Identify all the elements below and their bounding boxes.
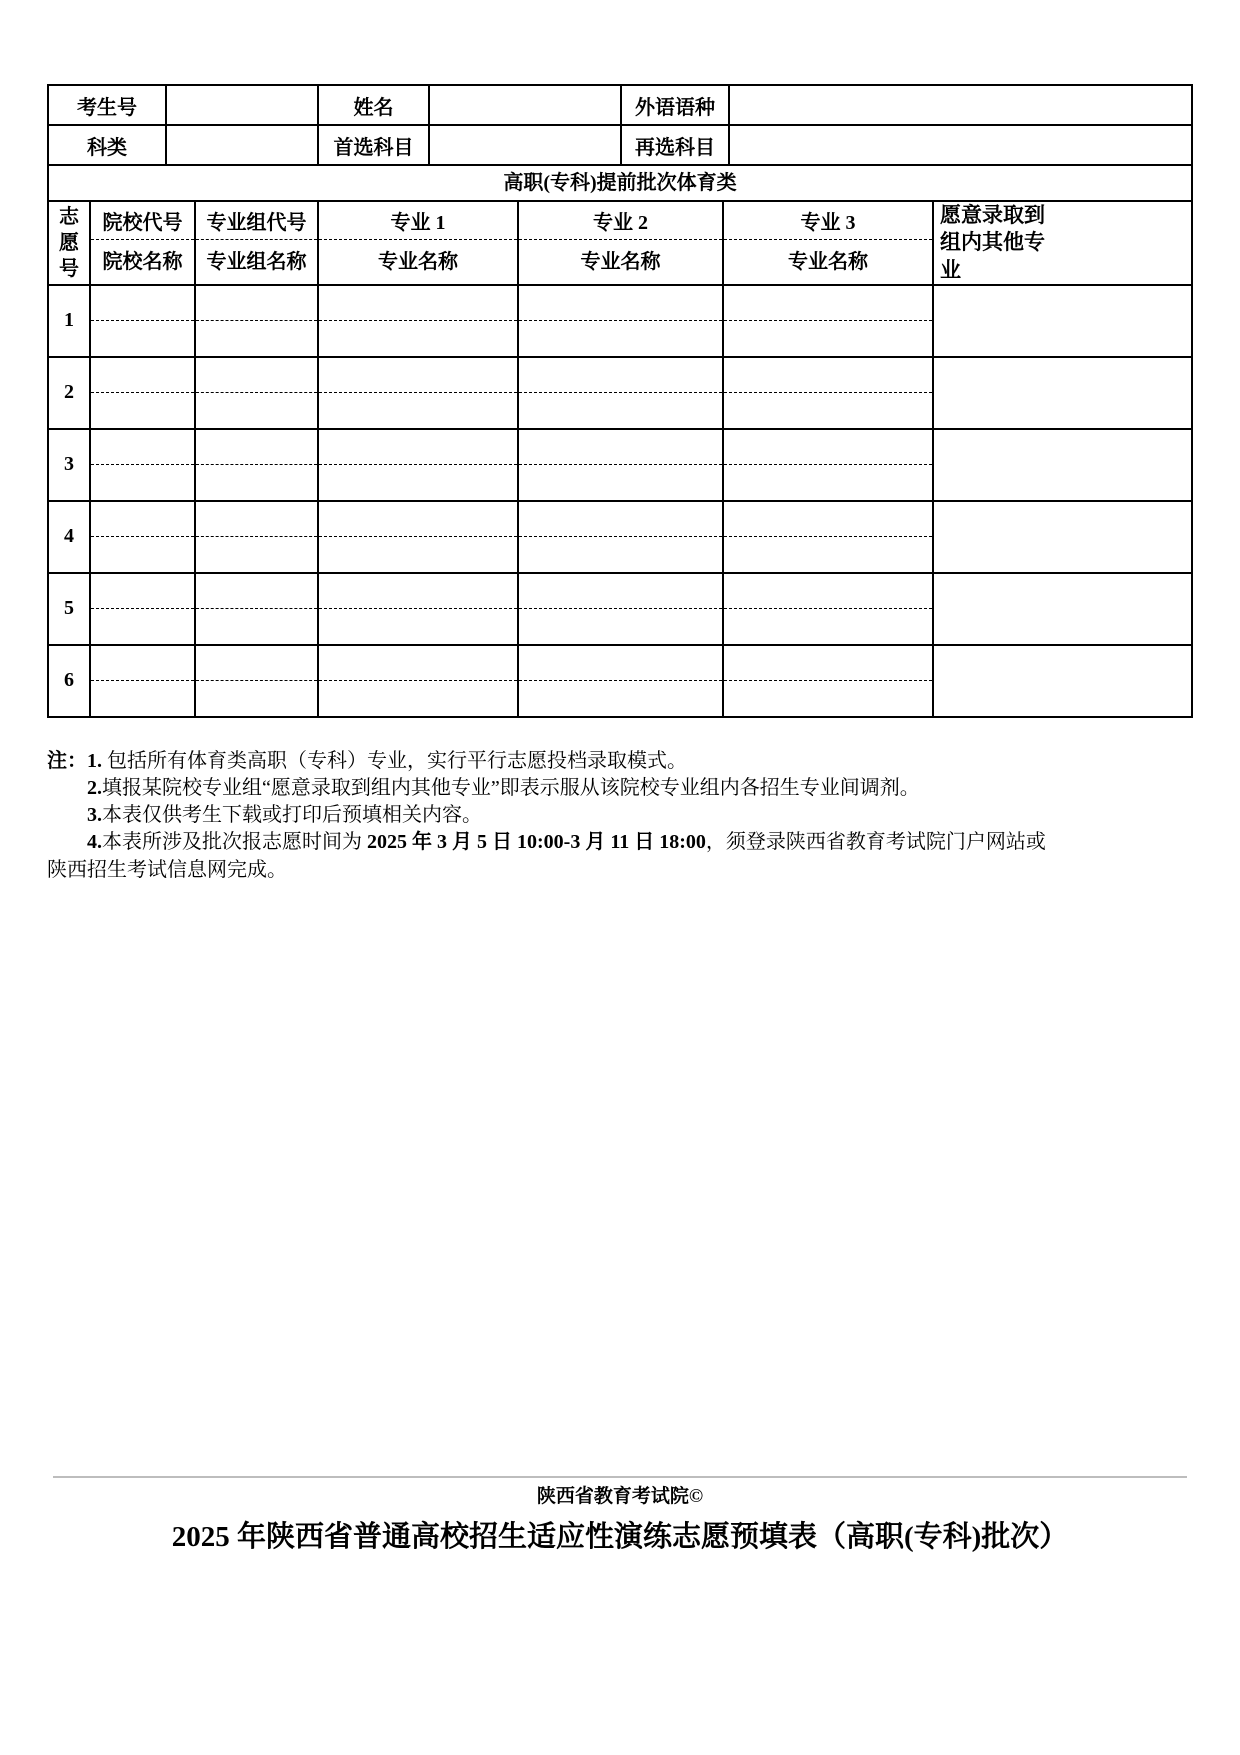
- major2-name-field: [519, 321, 722, 356]
- candidate-number-field: [166, 85, 318, 125]
- major1-name-field: [319, 537, 517, 572]
- major3-code-field: [724, 430, 932, 465]
- institution-name-header: 院校名称: [102, 250, 183, 273]
- institution-cell: [90, 429, 195, 501]
- major3-name-field: [724, 609, 932, 644]
- name-field: [429, 85, 621, 125]
- group-code-field: [196, 502, 317, 537]
- major3-name-field: [724, 393, 932, 428]
- major3-cell: [723, 645, 933, 717]
- major3-name-field: [724, 681, 932, 716]
- institution-code-header: 院校代号: [91, 202, 194, 240]
- major3-code-field: [724, 646, 932, 681]
- major3-code-field: [724, 502, 932, 537]
- major1-name-field: [319, 681, 517, 716]
- group-cell: [195, 429, 318, 501]
- info-row-1: [48, 85, 1192, 125]
- note-1-text: 包括所有体育类高职（专科）专业，实行平行志愿投档录取模式。: [102, 749, 687, 772]
- label-candidate-number: 考生号: [48, 85, 166, 125]
- volunteer-number: 3: [48, 429, 90, 501]
- label-name: 姓名: [318, 85, 429, 125]
- major1-name-field: [319, 321, 517, 356]
- note-1: [47, 748, 1193, 775]
- major1-name-field: [319, 609, 517, 644]
- column-header-major-1: [318, 201, 518, 285]
- column-header-willing: [933, 201, 1192, 285]
- willing-field: [933, 429, 1192, 501]
- note-4-date: 2025 年 3 月 5 日 10:00-3 月 11 日 18:00: [367, 831, 706, 854]
- group-code-field: [196, 574, 317, 609]
- major2-cell: [518, 285, 723, 357]
- note-4: [47, 829, 1193, 883]
- major1-name-field: [319, 393, 517, 428]
- major2-name-field: [519, 537, 722, 572]
- group-name-field: [196, 537, 317, 572]
- institution-cell: [90, 357, 195, 429]
- volunteer-table: [47, 200, 1193, 718]
- institution-code-field: [91, 286, 194, 321]
- major1-cell: [318, 285, 518, 357]
- institution-code-field: [91, 430, 194, 465]
- label-first-subject: 首选科目: [318, 125, 429, 165]
- major2-cell: [518, 429, 723, 501]
- first-subject-field: [429, 125, 621, 165]
- institution-code-field: [91, 358, 194, 393]
- institution-name-field: [91, 465, 194, 500]
- major2-header: 专业 2: [519, 202, 722, 240]
- major1-code-field: [319, 502, 517, 537]
- major3-cell: [723, 573, 933, 645]
- volunteer-row-4: [48, 501, 1192, 573]
- form-content: [47, 84, 1193, 884]
- institution-code-field: [91, 502, 194, 537]
- major1-code-field: [319, 358, 517, 393]
- document-title: 2025 年陕西省普通高校招生适应性演练志愿预填表（高职(专科)批次）: [171, 1521, 1069, 1553]
- note-3-text: 本表仅供考生下载或打印后预填相关内容。: [102, 804, 482, 827]
- major1-code-field: [319, 574, 517, 609]
- willing-field: [933, 573, 1192, 645]
- footer-divider: [53, 1476, 1187, 1478]
- major2-name-field: [519, 465, 722, 500]
- institution-name-field: [91, 537, 194, 572]
- willing-field: [933, 501, 1192, 573]
- major2-cell: [518, 501, 723, 573]
- category-field: [166, 125, 318, 165]
- group-code-field: [196, 430, 317, 465]
- note-3: [47, 802, 1193, 829]
- candidate-info-table: [47, 84, 1193, 166]
- major1-cell: [318, 501, 518, 573]
- major2-code-field: [519, 286, 722, 321]
- note-4-number: 4.: [87, 831, 102, 854]
- group-name-field: [196, 393, 317, 428]
- major2-code-field: [519, 358, 722, 393]
- institution-name-field: [91, 321, 194, 356]
- major1-header: 专业 1: [319, 202, 517, 240]
- volunteer-row-2: [48, 357, 1192, 429]
- volunteer-row-1: [48, 285, 1192, 357]
- major3-header: 专业 3: [724, 202, 932, 240]
- volunteer-row-5: [48, 573, 1192, 645]
- major3-name-header: 专业名称: [788, 250, 868, 273]
- volunteer-row-3: [48, 429, 1192, 501]
- major3-code-field: [724, 358, 932, 393]
- label-second-subject: 再选科目: [621, 125, 729, 165]
- major2-code-field: [519, 646, 722, 681]
- group-cell: [195, 285, 318, 357]
- group-code-field: [196, 358, 317, 393]
- volunteer-no-label: 志愿号: [59, 205, 79, 280]
- institution-name-field: [91, 393, 194, 428]
- group-cell: [195, 357, 318, 429]
- batch-title: 高职(专科)提前批次体育类: [47, 164, 1193, 202]
- note-4-text-before: 本表所涉及批次报志愿时间为: [102, 831, 367, 854]
- major3-name-field: [724, 465, 932, 500]
- note-2: [47, 775, 1193, 802]
- willing-field: [933, 645, 1192, 717]
- column-header-major-group: [195, 201, 318, 285]
- major1-cell: [318, 573, 518, 645]
- column-header-volunteer-no: [48, 201, 90, 285]
- notes-section: [47, 748, 1193, 884]
- major2-name-field: [519, 681, 722, 716]
- group-code-header: 专业组代号: [196, 202, 317, 240]
- major2-cell: [518, 645, 723, 717]
- group-cell: [195, 501, 318, 573]
- major2-code-field: [519, 574, 722, 609]
- volunteer-row-6: [48, 645, 1192, 717]
- table-header-row: [48, 201, 1192, 285]
- group-cell: [195, 573, 318, 645]
- volunteer-number: 1: [48, 285, 90, 357]
- institution-cell: [90, 285, 195, 357]
- group-name-field: [196, 465, 317, 500]
- group-name-field: [196, 609, 317, 644]
- willing-field: [933, 357, 1192, 429]
- second-subject-field: [729, 125, 1192, 165]
- label-foreign-language: 外语语种: [621, 85, 729, 125]
- note-3-number: 3.: [87, 804, 102, 827]
- willing-label: 愿意录取到组内其他专业: [940, 203, 1045, 282]
- institution-cell: [90, 645, 195, 717]
- major2-code-field: [519, 502, 722, 537]
- major3-code-field: [724, 574, 932, 609]
- major3-name-field: [724, 537, 932, 572]
- major1-name-header: 专业名称: [378, 250, 458, 273]
- volunteer-number: 4: [48, 501, 90, 573]
- column-header-institution: [90, 201, 195, 285]
- institution-name-field: [91, 609, 194, 644]
- major1-code-field: [319, 430, 517, 465]
- major3-code-field: [724, 286, 932, 321]
- group-code-field: [196, 286, 317, 321]
- major1-code-field: [319, 646, 517, 681]
- column-header-major-2: [518, 201, 723, 285]
- volunteer-number: 6: [48, 645, 90, 717]
- major1-name-field: [319, 465, 517, 500]
- institution-cell: [90, 573, 195, 645]
- major1-cell: [318, 429, 518, 501]
- label-category: 科类: [48, 125, 166, 165]
- group-cell: [195, 645, 318, 717]
- major1-code-field: [319, 286, 517, 321]
- page-footer: [47, 1476, 1193, 1555]
- major3-cell: [723, 429, 933, 501]
- major2-code-field: [519, 430, 722, 465]
- major2-name-header: 专业名称: [580, 250, 661, 273]
- institution-cell: [90, 501, 195, 573]
- group-name-field: [196, 681, 317, 716]
- institution-code-field: [91, 574, 194, 609]
- note-4-text-after: ，须登录陕西省教育考试院门户网站或: [705, 831, 1046, 854]
- major3-cell: [723, 285, 933, 357]
- volunteer-number: 2: [48, 357, 90, 429]
- major2-cell: [518, 573, 723, 645]
- volunteer-number: 5: [48, 573, 90, 645]
- group-name-field: [196, 321, 317, 356]
- column-header-major-3: [723, 201, 933, 285]
- institution-name-field: [91, 681, 194, 716]
- notes-prefix: 注：: [47, 749, 87, 772]
- note-2-text: 填报某院校专业组“愿意录取到组内其他专业”即表示服从该院校专业组内各招生专业间调剂。: [102, 777, 920, 800]
- major1-cell: [318, 645, 518, 717]
- note-1-number: 1.: [87, 749, 102, 772]
- major2-cell: [518, 357, 723, 429]
- major3-name-field: [724, 321, 932, 356]
- major2-name-field: [519, 393, 722, 428]
- major1-cell: [318, 357, 518, 429]
- willing-field: [933, 285, 1192, 357]
- issuing-agency: 陕西省教育考试院©: [536, 1486, 704, 1507]
- major3-cell: [723, 501, 933, 573]
- group-name-header: 专业组名称: [206, 250, 307, 273]
- note-4-text-wrap: 陕西招生考试信息网完成。: [47, 858, 287, 881]
- note-2-number: 2.: [87, 777, 102, 800]
- major3-cell: [723, 357, 933, 429]
- institution-code-field: [91, 646, 194, 681]
- foreign-language-field: [729, 85, 1192, 125]
- group-code-field: [196, 646, 317, 681]
- major2-name-field: [519, 609, 722, 644]
- info-row-2: [48, 125, 1192, 165]
